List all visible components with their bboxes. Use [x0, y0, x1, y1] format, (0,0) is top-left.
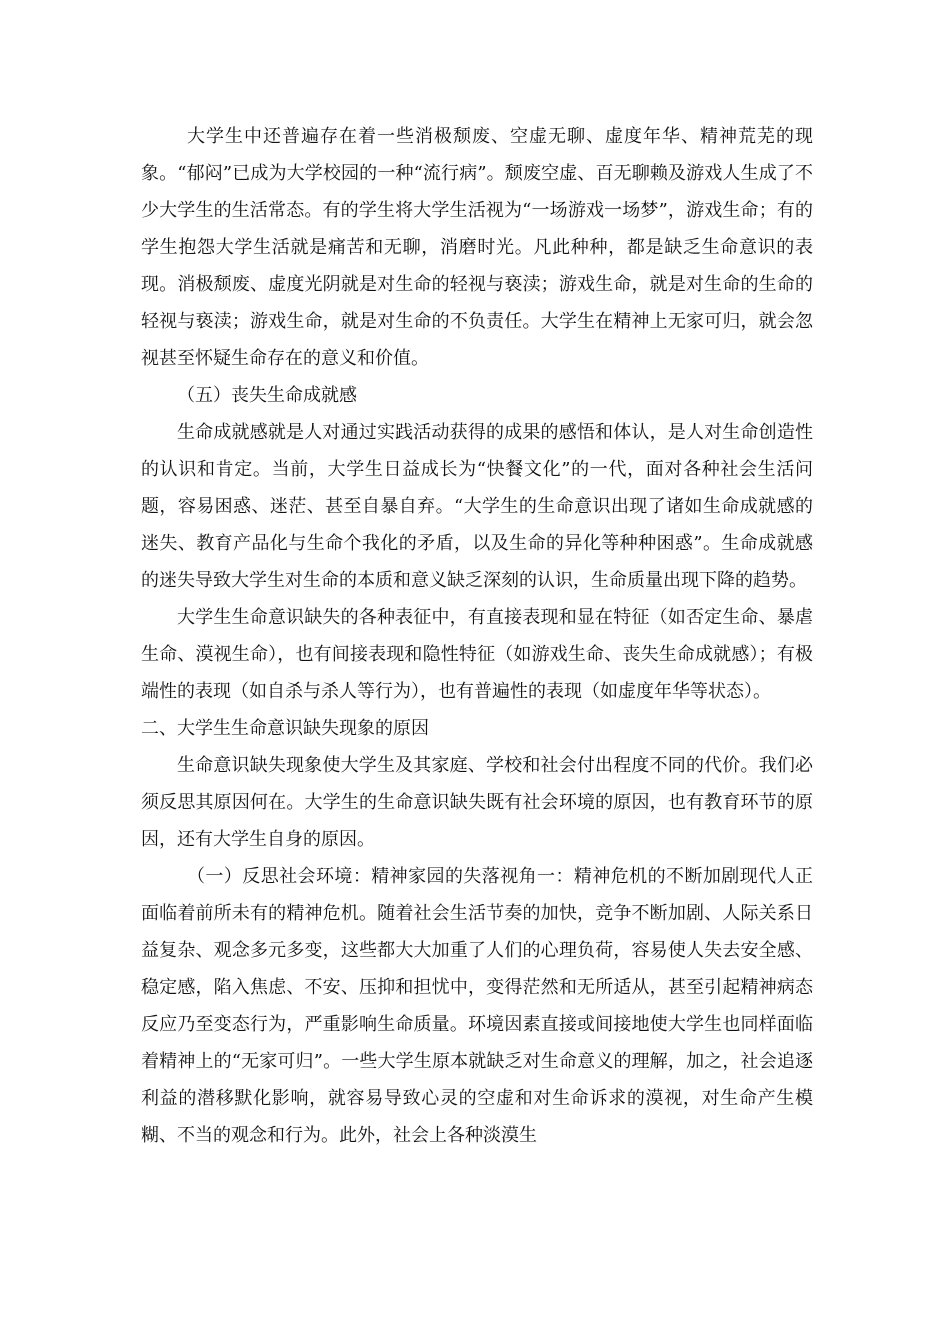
paragraph-achievement: 生命成就感就是人对通过实践活动获得的成果的感悟和体认，是人对生命创造性的认识和肯定。当前，大学生日益成长为“快餐文化”的一代，面对各种社会生活问题，容易困惑、迷茫、甚至自暴自弃。“大学生的生命意识出现了诸如生命成就感的迷失、教育产品化与生命个我化的矛盾，以及生命的异化等种种困惑”。生命成就感的迷失导致大学生对生命的本质和意义缺乏深刻的认识，生命质量出现下降的趋势。 — [141, 422, 813, 591]
section-heading-causes: 二、大学生生命意识缺失现象的原因 — [141, 718, 429, 739]
section-heading-5: （五）丧失生命成就感 — [177, 385, 357, 406]
paragraph-causes-intro: 生命意识缺失现象使大学生及其家庭、学校和社会付出程度不同的代价。我们必须反思其原因何在。大学生的生命意识缺失既有社会环境的原因，也有教育环节的原因，还有大学生自身的原因。 — [141, 755, 813, 850]
paragraph-summary: 大学生生命意识缺失的各种表征中，有直接表现和显在特征（如否定生命、暴虐生命、漠视生命），也有间接表现和隐性特征（如游戏生命、丧失生命成就感）；有极端性的表现（如自杀与杀人等行为），也有普遍性的表现（如虚度年华等状态）。 — [141, 607, 813, 702]
paragraph-social-environment: （一）反思社会环境：精神家园的失落视角一：精神危机的不断加剧现代人正面临着前所未有的精神危机。随着社会生活节奏的加快，竞争不断加剧、人际关系日益复杂、观念多元多变，这些都大大加重了人们的心理负荷，容易使人失去安全感、稳定感，陷入焦虑、不安、压抑和担忧中，变得茫然和无所适从，甚至引起精神病态反应乃至变态行为，严重影响生命质量。环境因素直接或间接地使大学生也同样面临着精神上的“无家可归”。一些大学生原本就缺乏对生命意义的理解，加之，社会追逐利益的潜移默化影响，就容易导致心灵的空虚和对生命诉求的漠视，对生命产生模糊、不当的观念和行为。此外，社会上各种淡漠生 — [141, 866, 813, 1146]
paragraph-lethargy: 大学生中还普遍存在着一些消极颓废、空虚无聊、虚度年华、精神荒芜的现象。“郁闷”已成为大学校园的一种“流行病”。颓废空虚、百无聊赖及游戏人生成了不少大学生的生活常态。有的学生将大学生活视为“一场游戏一场梦”，游戏生命；有的学生抱怨大学生活就是痛苦和无聊，消磨时光。凡此种种，都是缺乏生命意识的表现。消极颓废、虚度光阴就是对生命的轻视与亵渎；游戏生命，就是对生命的生命的轻视与亵渎；游戏生命，就是对生命的不负责任。大学生在精神上无家可归，就会忽视甚至怀疑生命存在的意义和价值。 — [141, 126, 813, 369]
